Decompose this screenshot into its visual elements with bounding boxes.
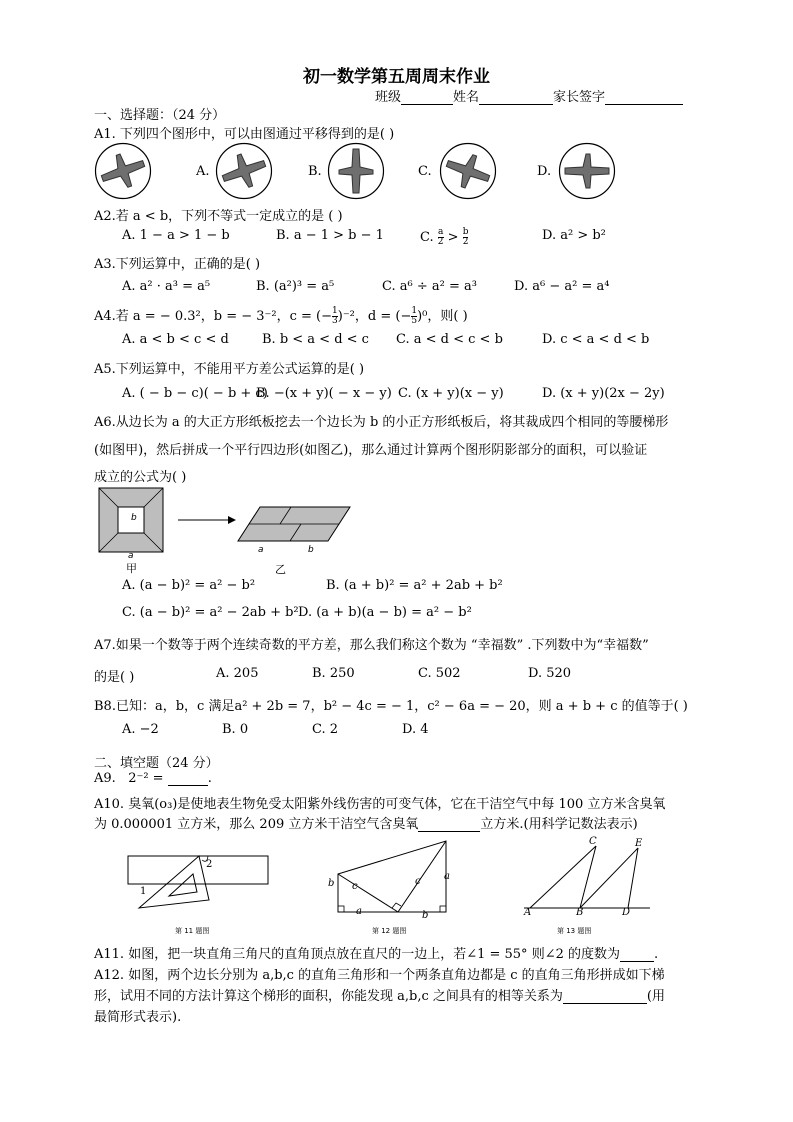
fig-a6-yi-label: 乙	[275, 563, 286, 576]
a4-option-a: A. a < b < c < d	[122, 332, 229, 347]
a3-option-a: A. a² · a³ = a⁵	[122, 279, 211, 294]
a5-option-c: C. (x + y)(x − y)	[398, 386, 504, 401]
fig-a6-jia-label: 甲	[126, 562, 137, 575]
question-a6-line2: (如图甲)，然后拼成一个平行四边形(如图乙)，那么通过计算两个图形阴影部分的面积，可以验证	[94, 443, 648, 458]
fig11-angle-1-label: 1	[140, 886, 147, 897]
question-a4: A4.若 a = − 0.3²，b = − 3⁻²，c = (− $\frac{1}{3}$ )⁻²，d = (− $\frac{1}{5}$ )⁰，则( )	[94, 306, 468, 326]
b8-option-a: A. −2	[122, 722, 159, 737]
question-a12-line3: 最简形式表示).	[94, 1010, 182, 1025]
a6-option-c: C. (a − b)² = a² − 2ab + b²	[122, 605, 299, 620]
fig12-c-left-label: c	[352, 881, 358, 892]
figure-12-trapezoid	[328, 836, 458, 926]
a6-option-a: A. (a − b)² = a² − b²	[122, 578, 256, 593]
a5-option-b: B. −(x + y)( − x − y)	[256, 386, 392, 401]
airplane-option-c	[439, 142, 499, 202]
fig12-a-bottom-label: a	[356, 906, 362, 917]
a4-option-b: B. b < a < d < c	[262, 332, 369, 347]
a2-option-a: A. 1 − a > 1 − b	[122, 228, 230, 243]
airplane-original-figure	[94, 142, 154, 202]
a1-option-b-label: B.	[308, 164, 322, 179]
question-a12-line2: 形，试用不同的方法计算这个梯形的面积，你能发现 a,b,c 之间具有的相等关系为 (用	[94, 989, 665, 1004]
a6-option-b: B. (a + b)² = a² + 2ab + b²	[326, 578, 503, 593]
a7-option-b: B. 250	[312, 666, 355, 681]
fraction-b-over-2: $\frac{b}{2}$	[462, 227, 469, 247]
airplane-option-b	[327, 142, 387, 202]
fig13-B-label: B	[576, 907, 584, 918]
a3-option-c: C. a⁶ ÷ a² = a³	[382, 279, 477, 294]
a4-option-c: C. a < d < c < b	[396, 332, 503, 347]
fig-a6-yi-b-label: b	[308, 545, 314, 555]
fraction-one-third: $\frac{1}{3}$	[332, 306, 338, 326]
a10-answer-blank	[418, 819, 480, 832]
question-a1: A1. 下列四个图形中，可以由图通过平移得到的是( )	[94, 127, 395, 142]
question-a5: A5.下列运算中，不能用平方差公式运算的是( )	[94, 362, 365, 377]
question-a7-line2: 的是( )	[94, 670, 135, 685]
a7-option-a: A. 205	[216, 666, 259, 681]
question-a2: A2.若 a < b，下列不等式一定成立的是 ( )	[94, 209, 343, 224]
fig12-c-right-label: c	[415, 876, 421, 887]
a4-option-d: D. c < a < d < b	[542, 332, 650, 347]
fig11-angle-2-label: 2	[206, 859, 213, 870]
fig-a6-yi-a-label: a	[258, 545, 264, 555]
fig-a6-a-label: a	[128, 551, 134, 561]
question-a11: A11. 如图，把一块直角三角尺的直角顶点放在直尺的一边上，若∠1 = 55° 则∠2 的度数为 .	[94, 947, 659, 962]
figure-11-ruler-triangle	[125, 850, 275, 925]
page-title: 初一数学第五周周末作业	[303, 67, 490, 87]
name-label: 姓名	[453, 90, 480, 105]
a2-option-b: B. a − 1 > b − 1	[276, 228, 384, 243]
b8-option-b: B. 0	[222, 722, 249, 737]
parent-label: 家长签字	[553, 90, 606, 105]
a3-option-b: B. (a²)³ = a⁵	[256, 279, 335, 294]
section2-title: 二、填空题（24 分）	[94, 756, 219, 771]
question-a10-line1: A10. 臭氧(o₃)是使地表生物免受太阳紫外线伤害的可变气体，它在干洁空气中每 100 立方米含臭氧	[94, 797, 666, 812]
airplane-option-d	[558, 142, 618, 202]
airplane-option-a	[215, 142, 275, 202]
fig13-A-label: A	[524, 907, 532, 918]
a11-answer-blank	[620, 949, 654, 962]
fig12-a-right-label: a	[444, 871, 450, 882]
figure-parallelogram	[236, 506, 356, 546]
fig12-b-bottom-label: b	[422, 910, 429, 921]
fig13-caption: 第 13 题图	[557, 927, 592, 935]
a1-option-c-label: C.	[418, 164, 432, 179]
a1-option-a-label: A.	[196, 164, 210, 179]
a5-option-d: D. (x + y)(2x − 2y)	[542, 386, 665, 401]
class-label: 班级	[375, 90, 402, 105]
b8-option-c: C. 2	[312, 722, 339, 737]
section-title: 一、选择题：（24 分）	[94, 108, 226, 123]
question-a3: A3.下列运算中，正确的是( )	[94, 257, 261, 272]
question-b8: B8.已知：a，b，c 满足a² + 2b = 7，b² − 4c = − 1，c² − 6a = − 20，则 a + b + c 的值等于( )	[94, 699, 688, 714]
fig13-C-label: C	[589, 836, 597, 847]
fraction-one-fifth: $\frac{1}{5}$	[411, 306, 418, 326]
student-info-line	[375, 86, 683, 105]
name-blank	[479, 91, 553, 105]
parent-blank	[605, 91, 683, 105]
a7-option-c: C. 502	[418, 666, 461, 681]
a2-option-c-label: C.	[420, 230, 434, 245]
fig11-caption: 第 11 题图	[175, 927, 210, 935]
a6-option-d: D. (a + b)(a − b) = a² − b²	[298, 605, 472, 620]
a2-option-c: C. $\frac{a}{2}$ > $\frac{b}{2}$	[420, 227, 469, 247]
b8-option-d: D. 4	[402, 722, 429, 737]
question-a7-line1: A7.如果一个数等于两个连续奇数的平方差，那么我们称这个数为 “幸福数” .下列数中为“幸福数”	[94, 638, 649, 653]
a2-option-d: D. a² > b²	[542, 228, 606, 243]
question-a6-line3: 成立的公式为( )	[94, 470, 187, 485]
fig12-caption: 第 12 题图	[372, 927, 407, 935]
question-a12-line1: A12. 如图，两个边长分别为 a,b,c 的直角三角形和一个两条直角边都是 c 的直角三角形拼成如下梯	[94, 968, 665, 983]
fig13-D-label: D	[622, 907, 631, 918]
a9-answer-blank	[168, 773, 208, 786]
arrow-right-icon	[228, 516, 236, 524]
a7-option-d: D. 520	[528, 666, 572, 681]
question-a6-line1: A6.从边长为 a 的大正方形纸板挖去一个边长为 b 的小正方形纸板后，将其裁成四个相同的等腰梯形	[94, 415, 669, 430]
a12-answer-blank	[563, 991, 647, 1004]
question-a9: A9. 2⁻² = .	[94, 771, 212, 786]
a3-option-d: D. a⁶ − a² = a⁴	[514, 279, 610, 294]
fraction-a-over-2: $\frac{a}{2}$	[437, 227, 444, 247]
question-a10-line2: 为 0.000001 立方米，那么 209 立方米干洁空气含臭氧 立方米.(用科学记数法表示)	[94, 817, 638, 832]
fig13-E-label: E	[635, 838, 643, 849]
a5-option-a: A. ( − b − c)( − b + c)	[122, 386, 268, 401]
class-blank	[401, 91, 453, 105]
a1-option-d-label: D.	[537, 164, 552, 179]
fig12-b-left-label: b	[328, 878, 335, 889]
fig-a6-b-label: b	[131, 513, 137, 523]
